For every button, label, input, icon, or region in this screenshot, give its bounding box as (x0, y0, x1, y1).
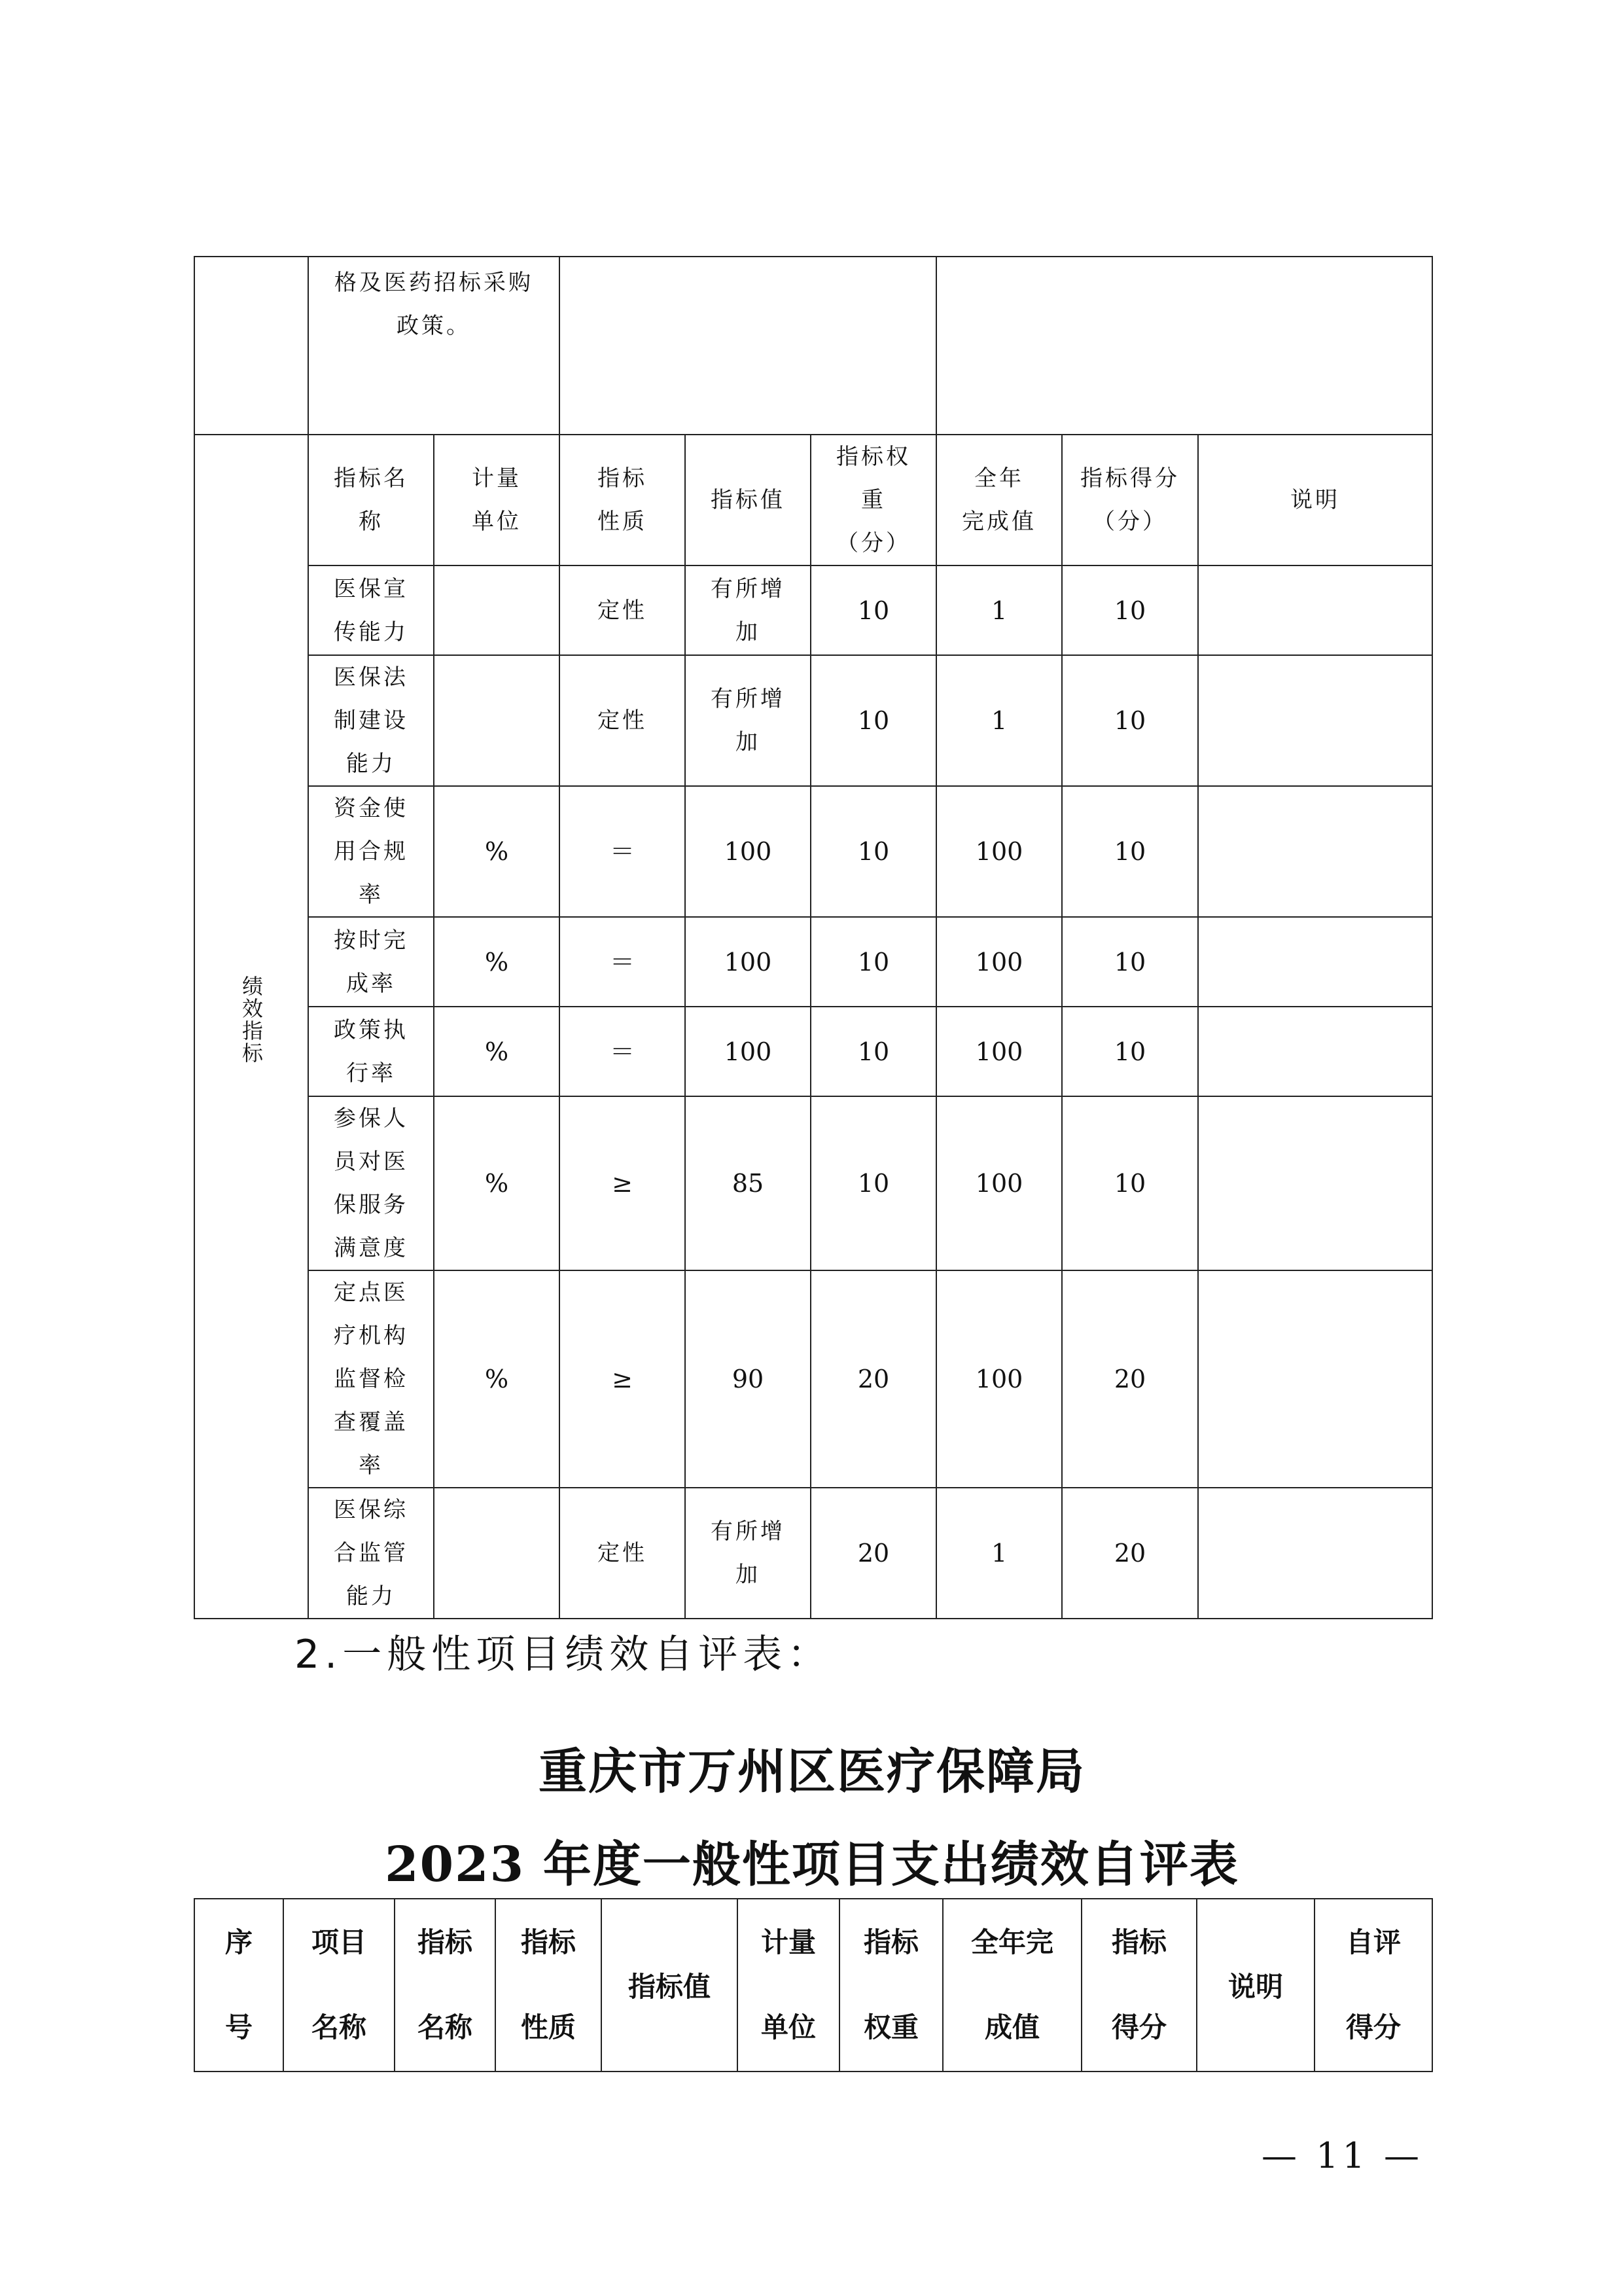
weight: 10 (811, 917, 936, 1007)
score: 10 (1062, 565, 1198, 655)
note (1198, 917, 1432, 1007)
nature: 定性 (559, 1488, 685, 1619)
table-row (194, 917, 1432, 1007)
header-nature: 指标 性质 (495, 1899, 601, 2072)
unit: % (434, 786, 559, 917)
table-row (194, 786, 1432, 917)
header-score: 指标得分 （分） (1062, 435, 1198, 565)
header-indicator-name: 指标 名称 (395, 1899, 495, 2072)
nature: ＝ (559, 1007, 685, 1096)
header-weight: 指标权 重 （分） (811, 435, 936, 565)
header-weight: 指标 权重 (839, 1899, 943, 2072)
actual-value: 1 (936, 565, 1062, 655)
header-value: 指标值 (685, 435, 811, 565)
score: 10 (1062, 1007, 1198, 1096)
header-seq: 序 号 (194, 1899, 283, 2072)
table-header-row (194, 1899, 1432, 2072)
document-title-line1: 重庆市万州区医疗保障局 (538, 1744, 1086, 1800)
nature: 定性 (559, 565, 685, 655)
target-value: 100 (685, 786, 811, 917)
header-unit: 计量 单位 (434, 435, 559, 565)
nature: ≥ (559, 1270, 685, 1488)
target-value: 有所增 加 (685, 1488, 811, 1619)
note (1198, 1488, 1432, 1619)
section-heading: 2.一般性项目绩效自评表： (294, 1632, 832, 1677)
header-nature: 指标 性质 (559, 435, 685, 565)
performance-indicator-table (194, 256, 1433, 1619)
header-score: 指标 得分 (1082, 1899, 1197, 2072)
document-title-line2: 2023 年度一般性项目支出绩效自评表 (385, 1837, 1239, 1893)
actual-value: 100 (936, 1270, 1062, 1488)
indicator-name: 按时完 成率 (308, 917, 434, 1007)
header-note: 说明 (1198, 435, 1432, 565)
actual-value: 1 (936, 1488, 1062, 1619)
score: 10 (1062, 1096, 1198, 1270)
header-self-score: 自评 得分 (1315, 1899, 1432, 2072)
indicator-name: 资金使 用合规 率 (308, 786, 434, 917)
score: 20 (1062, 1488, 1198, 1619)
continued-empty-cell (194, 257, 308, 435)
target-value: 90 (685, 1270, 811, 1488)
header-indicator-name: 指标名 称 (308, 435, 434, 565)
weight: 10 (811, 786, 936, 917)
weight: 10 (811, 565, 936, 655)
indicator-name: 医保法 制建设 能力 (308, 655, 434, 786)
actual-value: 100 (936, 786, 1062, 917)
target-value: 85 (685, 1096, 811, 1270)
actual-value: 100 (936, 1096, 1062, 1270)
nature: ＝ (559, 917, 685, 1007)
header-actual: 全年完 成值 (943, 1899, 1082, 2072)
table-row (194, 565, 1432, 655)
section-label-cell (194, 435, 308, 1619)
score: 10 (1062, 917, 1198, 1007)
nature: ≥ (559, 1096, 685, 1270)
target-value: 100 (685, 917, 811, 1007)
actual-value: 100 (936, 917, 1062, 1007)
target-value: 100 (685, 1007, 811, 1096)
note (1198, 786, 1432, 917)
continued-indicator-text: 格及医药招标采购 政策。 (308, 257, 559, 435)
score: 20 (1062, 1270, 1198, 1488)
indicator-name: 参保人 员对医 保服务 满意度 (308, 1096, 434, 1270)
table-row (194, 1270, 1432, 1488)
indicator-name: 政策执 行率 (308, 1007, 434, 1096)
table-header-row (194, 435, 1432, 565)
continued-row (194, 257, 1432, 435)
note (1198, 1270, 1432, 1488)
nature: 定性 (559, 655, 685, 786)
score: 10 (1062, 786, 1198, 917)
page-number: — 11 — (1262, 2135, 1424, 2176)
weight: 20 (811, 1270, 936, 1488)
nature: ＝ (559, 786, 685, 917)
continued-empty-cell (559, 257, 936, 435)
unit (434, 655, 559, 786)
table-row (194, 655, 1432, 786)
actual-value: 100 (936, 1007, 1062, 1096)
indicator-name: 医保综 合监管 能力 (308, 1488, 434, 1619)
target-value: 有所增 加 (685, 655, 811, 786)
general-project-table (194, 1898, 1433, 2072)
header-unit: 计量 单位 (737, 1899, 839, 2072)
weight: 20 (811, 1488, 936, 1619)
actual-value: 1 (936, 655, 1062, 786)
indicator-name: 定点医 疗机构 监督检 查覆盖 率 (308, 1270, 434, 1488)
table-row (194, 1488, 1432, 1619)
table-row (194, 1096, 1432, 1270)
note (1198, 565, 1432, 655)
note (1198, 1096, 1432, 1270)
weight: 10 (811, 655, 936, 786)
unit: % (434, 1270, 559, 1488)
section-label: 绩效指标 (239, 975, 264, 1064)
unit: % (434, 917, 559, 1007)
target-value: 有所增 加 (685, 565, 811, 655)
unit (434, 1488, 559, 1619)
note (1198, 1007, 1432, 1096)
unit: % (434, 1096, 559, 1270)
header-note: 说明 (1197, 1899, 1315, 2072)
note (1198, 655, 1432, 786)
unit (434, 565, 559, 655)
weight: 10 (811, 1096, 936, 1270)
header-project-name: 项目 名称 (283, 1899, 395, 2072)
header-actual: 全年 完成值 (936, 435, 1062, 565)
unit: % (434, 1007, 559, 1096)
indicator-name: 医保宣 传能力 (308, 565, 434, 655)
score: 10 (1062, 655, 1198, 786)
weight: 10 (811, 1007, 936, 1096)
table-row (194, 1007, 1432, 1096)
continued-empty-cell (936, 257, 1432, 435)
header-value: 指标值 (601, 1899, 737, 2072)
